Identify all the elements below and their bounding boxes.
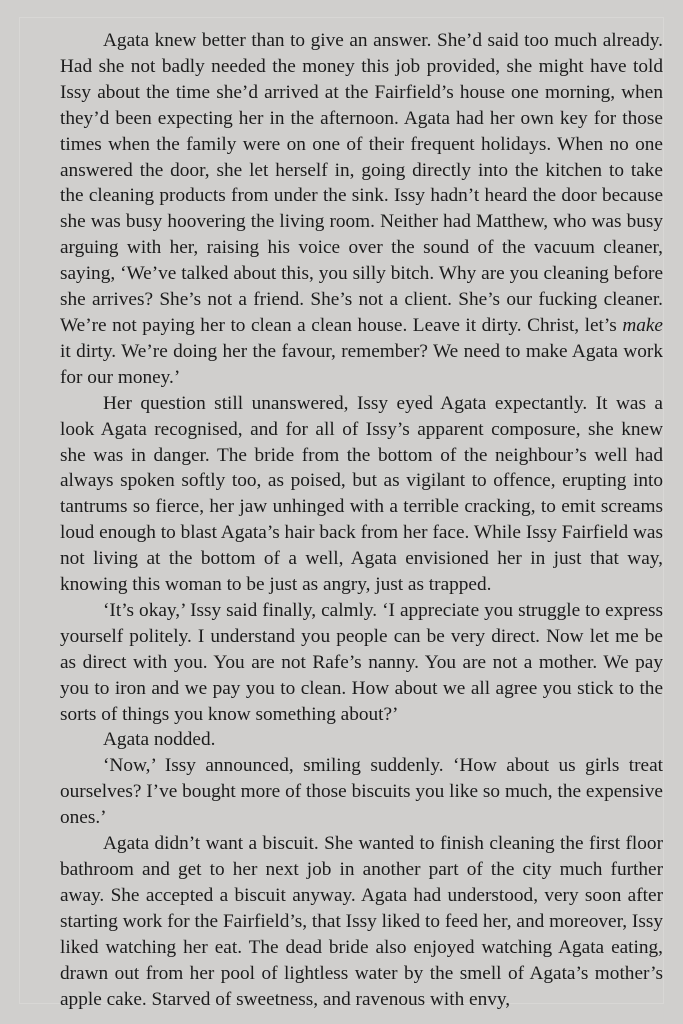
paragraph-5-text: ‘Now,’ Issy announced, smiling suddenly. ‘How about us girls treat ourselves? I’ve bought more of those biscuits you like so much, the expensive ones.’ [60,755,663,829]
body-text [60,28,663,1012]
paragraph-2 [60,391,663,598]
paragraph-1-text-a: Agata knew better than to give an answer. She’d said too much already. Had she not badly needed the money this job provided, she might have told Issy about the time she’d arrived at the Fairfield’s house one morning, when they’d been expecting her in the afternoon. Agata had her own key for those times when the family were on one of their frequent holidays. When no one answered the door, she let herself in, going directly into the kitchen to take the cleaning products from under the sink. Issy hadn’t heard the door because she was busy hoovering the living room. Neither had Matthew, who was busy arguing with her, raising his voice over the sound of the vacuum cleaner, saying, ‘We’ve talked about this, you silly bitch. Why are you cleaning before she arrives? She’s not a friend. She’s not a client. She’s our fucking cleaner. We’re not paying her to clean a clean house. Leave it dirty. Christ, let’s [60,30,663,336]
paragraph-4 [60,727,663,753]
paragraph-3 [60,598,663,728]
paragraph-1 [60,28,663,391]
paragraph-1-text-b: it dirty. We’re doing her the favour, remember? We need to make Agata work for our money.’ [60,340,663,388]
paragraph-2-text: Her question still unanswered, Issy eyed Agata expectantly. It was a look Agata recognised, and for all of Issy’s apparent composure, she knew she was in danger. The bride from the bottom of the neighbour’s well had always spoken softly too, as poised, but as vigilant to offence, erupting into tantrums so fierce, her jaw unhinged with a terrible cracking, to emit screams loud enough to blast Agata’s hair back from her face. While Issy Fairfield was not living at the bottom of a well, Agata envisioned her in just that way, knowing this woman to be just as angry, just as trapped. [60,392,663,596]
paragraph-5 [60,753,663,831]
paragraph-6-text: Agata didn’t want a biscuit. She wanted to finish cleaning the first floor bathroom and get to her next job in another part of the city much further away. She accepted a biscuit anyway. Agata had understood, very soon after starting work for the Fairfield’s, that Issy liked to feed her, and moreover, Issy liked watching her eat. The dead bride also enjoyed watching Agata eating, drawn out from her pool of lightless water by the smell of Agata’s mother’s apple cake. Starved of sweetness, and ravenous with envy, [60,833,663,1010]
paragraph-4-text: Agata nodded. [103,729,216,751]
paragraph-6 [60,831,663,1012]
page [19,17,664,1010]
paragraph-3-text: ‘It’s okay,’ Issy said finally, calmly. ‘I appreciate you struggle to express yourself politely. I understand you people can be very direct. Now let me be as direct with you. You are not Rafe’s nanny. You are not a mother. We pay you to iron and we pay you to clean. How about we all agree you stick to the sorts of things you know something about?’ [60,599,663,725]
emphasis-make: make [622,314,663,336]
